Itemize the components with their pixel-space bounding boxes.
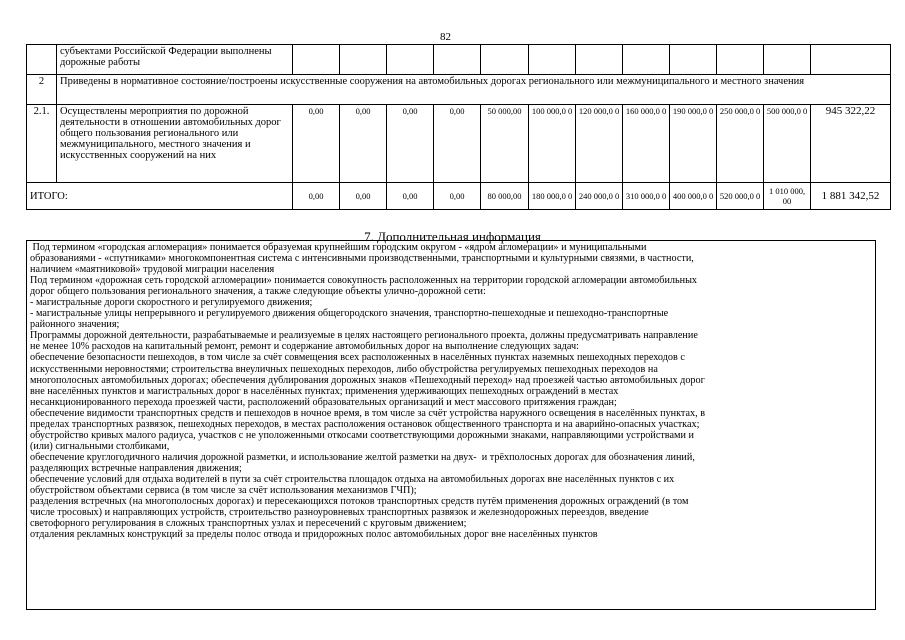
value-cell: 0,00	[387, 183, 434, 210]
value-cell: 0,00	[387, 105, 434, 183]
page-number: 82	[440, 31, 451, 43]
info-line: Программы дорожной деятельности, разрабатываемые и реализуемые в целях настоящего регионального проекта, должны предусматривать направление	[30, 330, 698, 342]
value-cell: 180 000,0 0	[529, 183, 576, 210]
info-line: вне населённых пунктов и магистральных дорог в населённых пунктах; применения удерживающих пешеходных ограждений в местах	[30, 385, 619, 397]
info-line: обеспечение круглогодичного наличия дорожной разметки, и использование желтой разметки на двух- и трёхполосных дорогах для обозначения линий,	[30, 451, 695, 463]
info-line: (или) сигнальными столбиками,	[30, 440, 170, 452]
value-cell: 190 000,0 0	[670, 105, 717, 183]
value-cell: 80 000,00	[481, 183, 529, 210]
info-line: обеспечение условий для отдыха водителей в пути за счёт строительства площадок отдыха на автомобильных дорогах вне населённых пунктов с их	[30, 473, 675, 485]
table-cell	[27, 45, 57, 75]
section-title: 7. Дополнительная информация	[364, 229, 541, 244]
value-cell: 250 000,0 0	[717, 105, 764, 183]
value-cell: 0,00	[434, 105, 481, 183]
info-line: обеспечение безопасности пешеходов, в том числе за счёт совмещения всех расположенных в населённых пунктах наземных пешеходных переходов с	[30, 352, 685, 364]
info-line: разделяющих встречные направления движения;	[30, 462, 242, 474]
value-cell: 500 000,0 0	[764, 105, 811, 183]
info-line: - магистральные улицы непрерывного и регулируемого движения общегородского значения, транспортно-пешеходные и пешеходно-транспортные	[30, 308, 669, 320]
value-cell: 50 000,00	[481, 105, 529, 183]
value-cell: 0,00	[434, 183, 481, 210]
additional-info-box	[26, 240, 876, 610]
table-row	[27, 75, 891, 105]
info-line: искусственными неровностями; строительства внеуличных пешеходных переходов, либо обустройства регулируемых пешеходных переходов на	[30, 363, 658, 375]
info-line: дорог общего пользования регионального значения, а также следующие объекты улично-дорожной сети:	[30, 286, 486, 298]
info-line: разделения встречных (на многополосных дорогах) и пересекающихся потоков транспортных средств путём применения дорожных ограждений (в том	[30, 496, 689, 508]
value-cell: 240 000,0 0	[576, 183, 623, 210]
row-index: 2.1.	[27, 105, 57, 183]
value-cell: 100 000,0 0	[529, 105, 576, 183]
table-row	[27, 45, 891, 75]
info-line: многополосных автомобильных дорогах; обеспечения дублирования дорожных знаков «Пешеходный переход» над проезжей частью автомобильных дорог	[30, 374, 705, 386]
row-label: субъектами Российской Федерации выполнены дорожные работы	[57, 45, 293, 75]
info-line: пределах транспортных развязок, пешеходных переходов, в местах расположения остановок общественного транспорта и на аварийно-опасных участках;	[30, 418, 700, 430]
value-cell: 0,00	[340, 183, 387, 210]
value-cell: 160 000,0 0	[623, 105, 670, 183]
value-cell: 400 000,0 0	[670, 183, 717, 210]
info-line: обустройством объектами сервиса (в том числе за счёт использования механизмов ГЧП);	[30, 485, 417, 497]
info-line: районного значения;	[30, 319, 120, 331]
row-index: 2	[27, 75, 57, 105]
value-cell: 310 000,0 0	[623, 183, 670, 210]
row-label: Приведены в нормативное состояние/построены искусственные сооружения на автомобильных дорогах регионального или межмуниципального и местного значения	[57, 75, 891, 105]
table-row	[27, 183, 891, 210]
info-line: образованиями - «спутниками» многокомпонентная система с интенсивными производственными, транспортными и культурными связями, в частности,	[30, 253, 694, 265]
value-cell: 0,00	[293, 105, 340, 183]
info-line: Под термином «городская агломерация» понимается образуемая крупнейшим городским округом - «ядром агломерации» и муниципальными	[30, 242, 647, 253]
value-cell: 0,00	[293, 183, 340, 210]
info-line: светофорного регулирования в сложных транспортных узлах и пересечений с круговым движением;	[30, 518, 467, 530]
value-cell: 520 000,0 0	[717, 183, 764, 210]
value-cell: 120 000,0 0	[576, 105, 623, 183]
info-line: наличием «маятниковой» трудовой миграции населения	[30, 264, 275, 276]
total-cell: 945 322,22	[811, 105, 891, 183]
info-line: несанкционированного перехода проезжей части, расположений образовательных организаций и мест массового притяжения граждан;	[30, 396, 617, 408]
info-line: обеспечение видимости транспортных средств и пешеходов в ночное время, в том числе за счёт устройства наружного освещения в населённых пунктах, в	[30, 407, 706, 419]
total-label: ИТОГО:	[27, 183, 293, 210]
info-line: обустройство кривых малого радиуса, участков с не уположенными откосами соответствующими дорожными знаками, направляющими устройствами и	[30, 429, 694, 441]
value-cell: 1 010 000, 00	[764, 183, 811, 210]
row-label: Осуществлены мероприятия по дорожной деятельности в отношении автомобильных дорог общего пользования регионального или межмуниципального, местного значения и искусственных сооружений на них	[57, 105, 293, 183]
value-cell: 0,00	[340, 105, 387, 183]
table-row	[27, 105, 891, 183]
financing-table	[26, 44, 891, 210]
info-line: отдаления рекламных конструкций за пределы полос отвода и придорожных полос автомобильных дорог вне населённых пунктов	[30, 529, 598, 541]
grand-total-cell: 1 881 342,52	[811, 183, 891, 210]
info-line: не менее 10% расходов на капитальный ремонт, ремонт и содержание автомобильных дорог на выполнение следующих задач:	[30, 341, 579, 353]
info-line: числе тросовых) и направляющих устройств, строительство разноуровневых транспортных развязок и железнодорожных переездов, введение	[30, 507, 649, 519]
info-line: Под термином «дорожная сеть городской агломерации» понимается совокупность расположенных на территории городской агломерации автомобильных	[30, 275, 698, 287]
info-line: - магистральные дороги скоростного и регулируемого движения;	[30, 297, 313, 309]
